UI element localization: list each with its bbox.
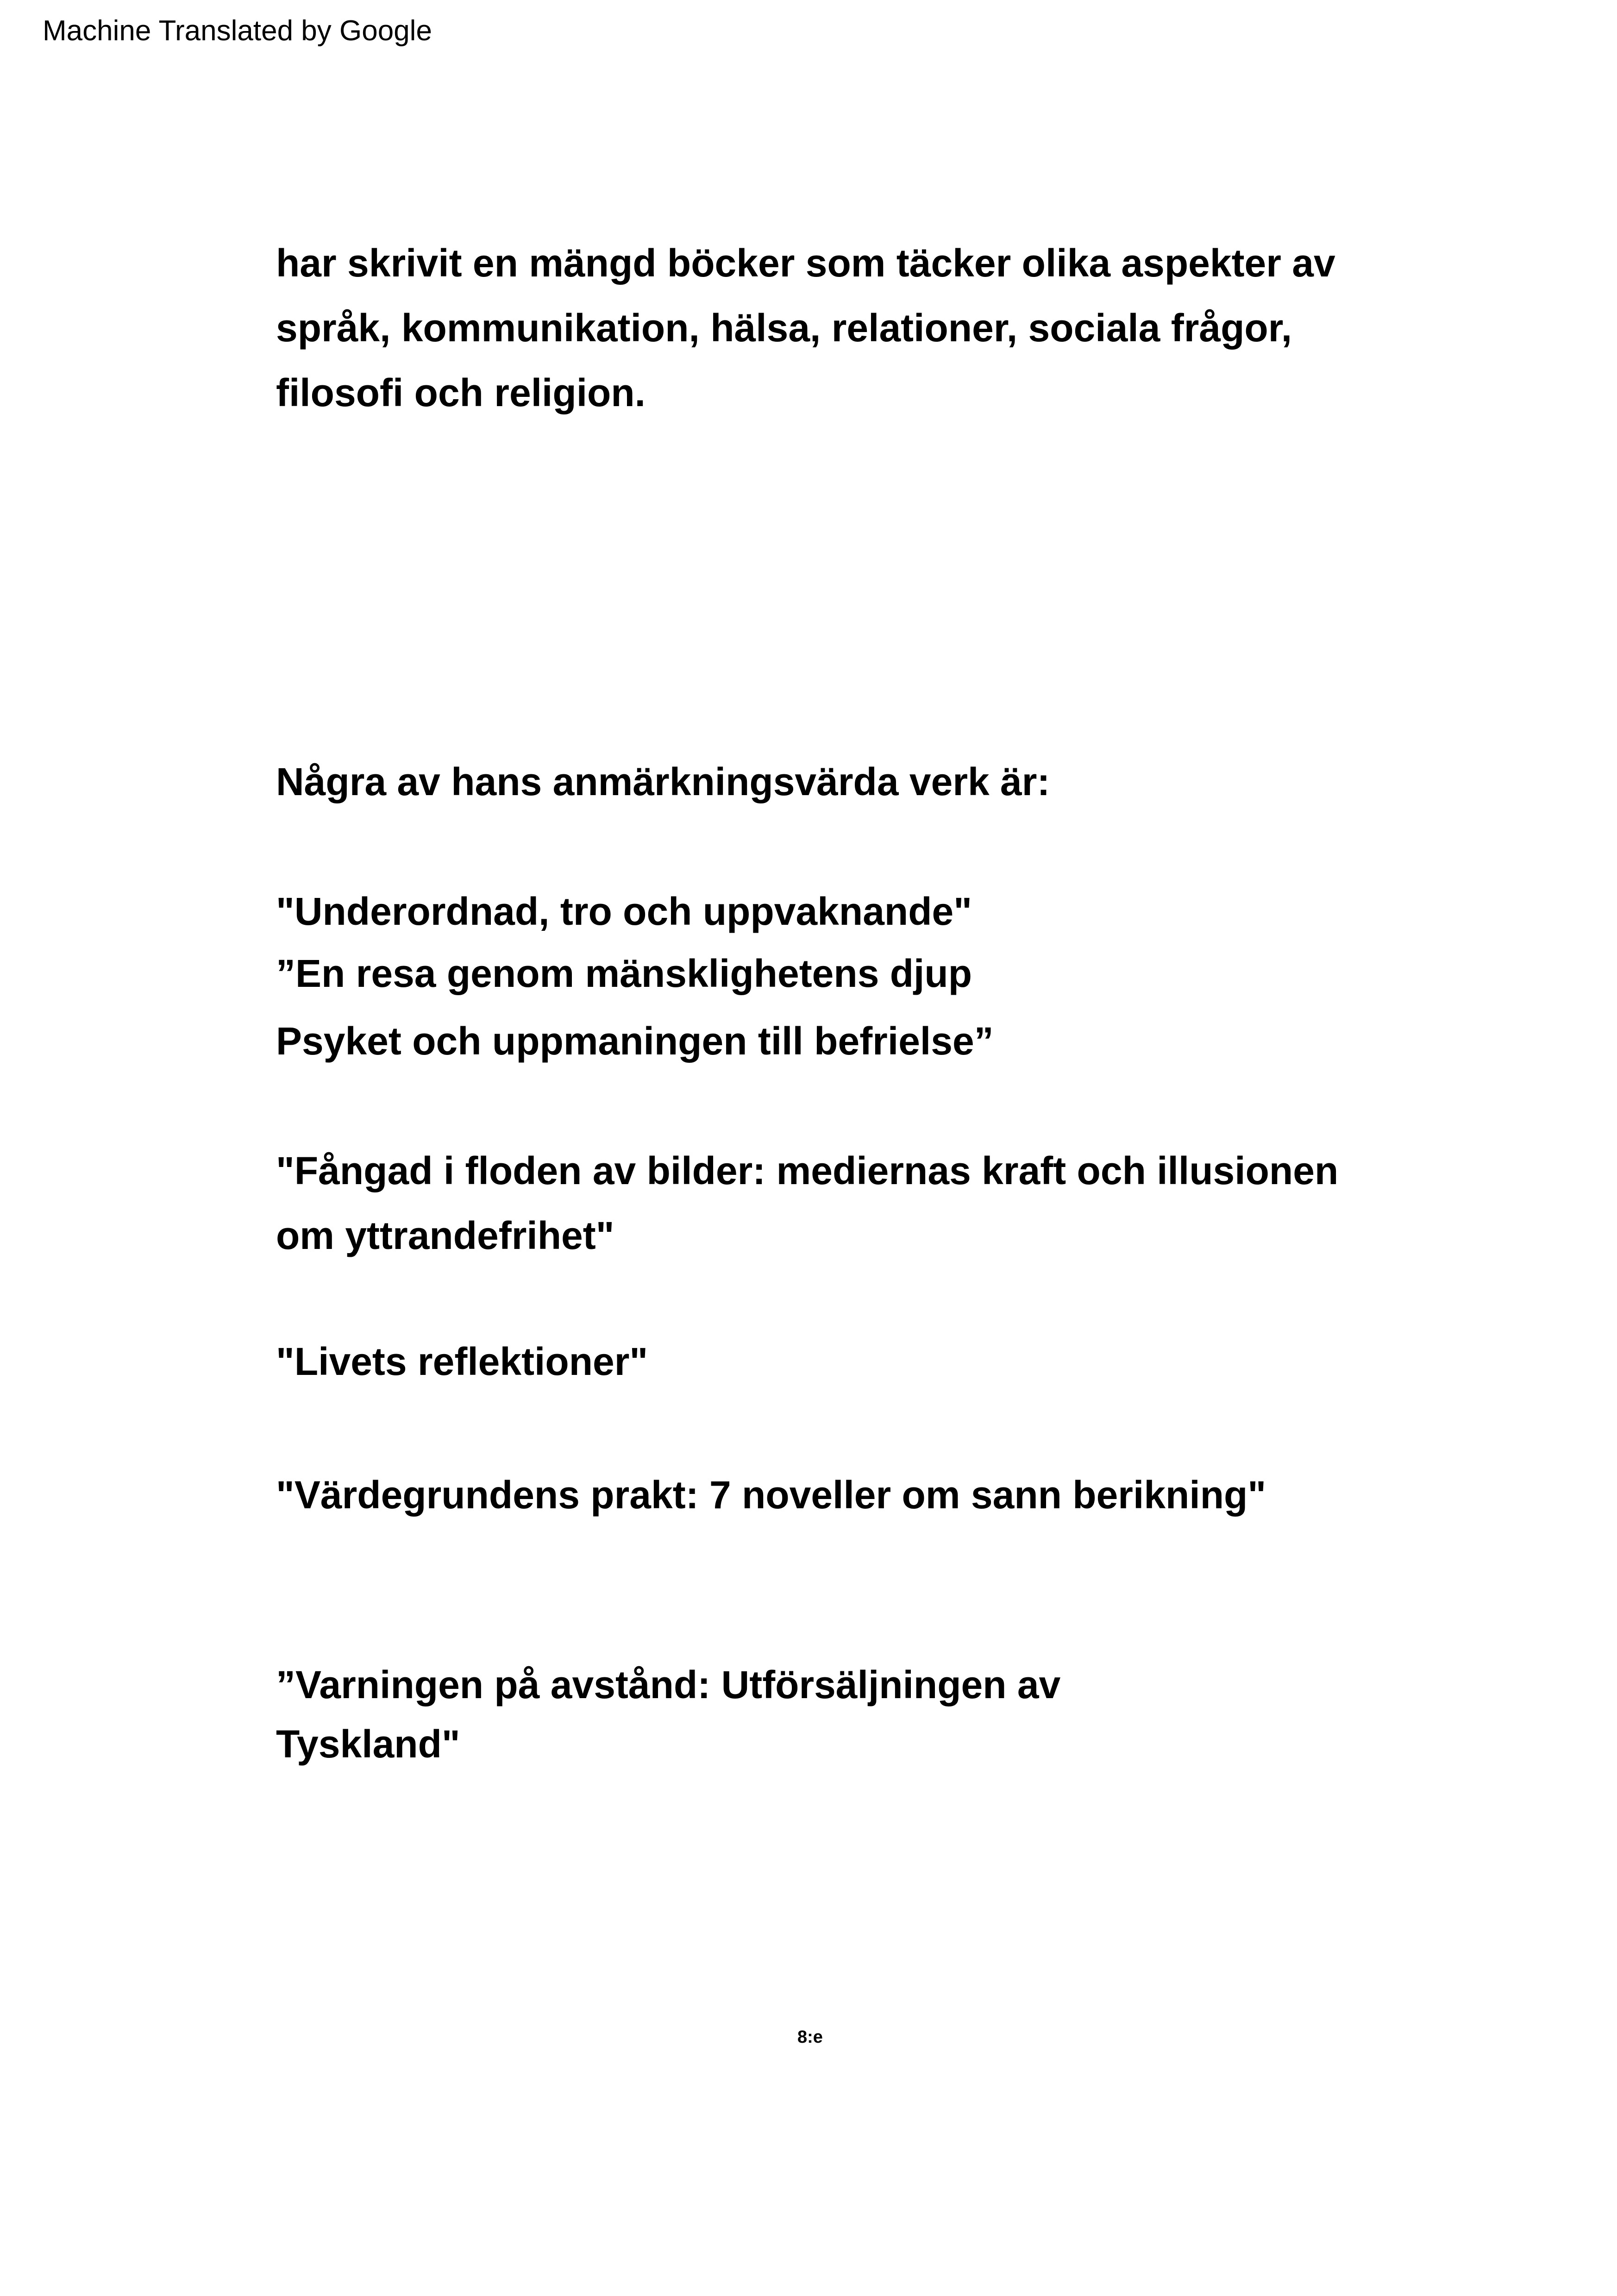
work-title: "Fångad i floden av bilder: mediernas kraft och illusionen: [276, 1149, 1339, 1192]
intro-line: språk, kommunikation, hälsa, relationer, sociala frågor,: [276, 306, 1292, 350]
work-title: ”En resa genom mänsklighetens djup: [276, 952, 972, 995]
page-number: 8:e: [797, 2027, 823, 2047]
works-heading: Några av hans anmärkningsvärda verk är:: [276, 760, 1050, 803]
work-title: "Livets reflektioner": [276, 1340, 648, 1383]
work-title: ”Varningen på avstånd: Utförsäljningen av: [276, 1663, 1061, 1706]
intro-line: filosofi och religion.: [276, 371, 646, 414]
work-title: "Värdegrundens prakt: 7 noveller om sann berikning": [276, 1473, 1266, 1517]
work-title-continuation: Psyket och uppmaningen till befrielse”: [276, 1019, 994, 1063]
work-title-continuation: om yttrandefrihet": [276, 1214, 614, 1257]
work-title-continuation: Tyskland": [276, 1722, 460, 1766]
machine-translation-notice: Machine Translated by Google: [43, 15, 432, 47]
intro-line: har skrivit en mängd böcker som täcker olika aspekter av: [276, 241, 1335, 285]
work-title: "Underordnad, tro och uppvaknande": [276, 890, 972, 933]
